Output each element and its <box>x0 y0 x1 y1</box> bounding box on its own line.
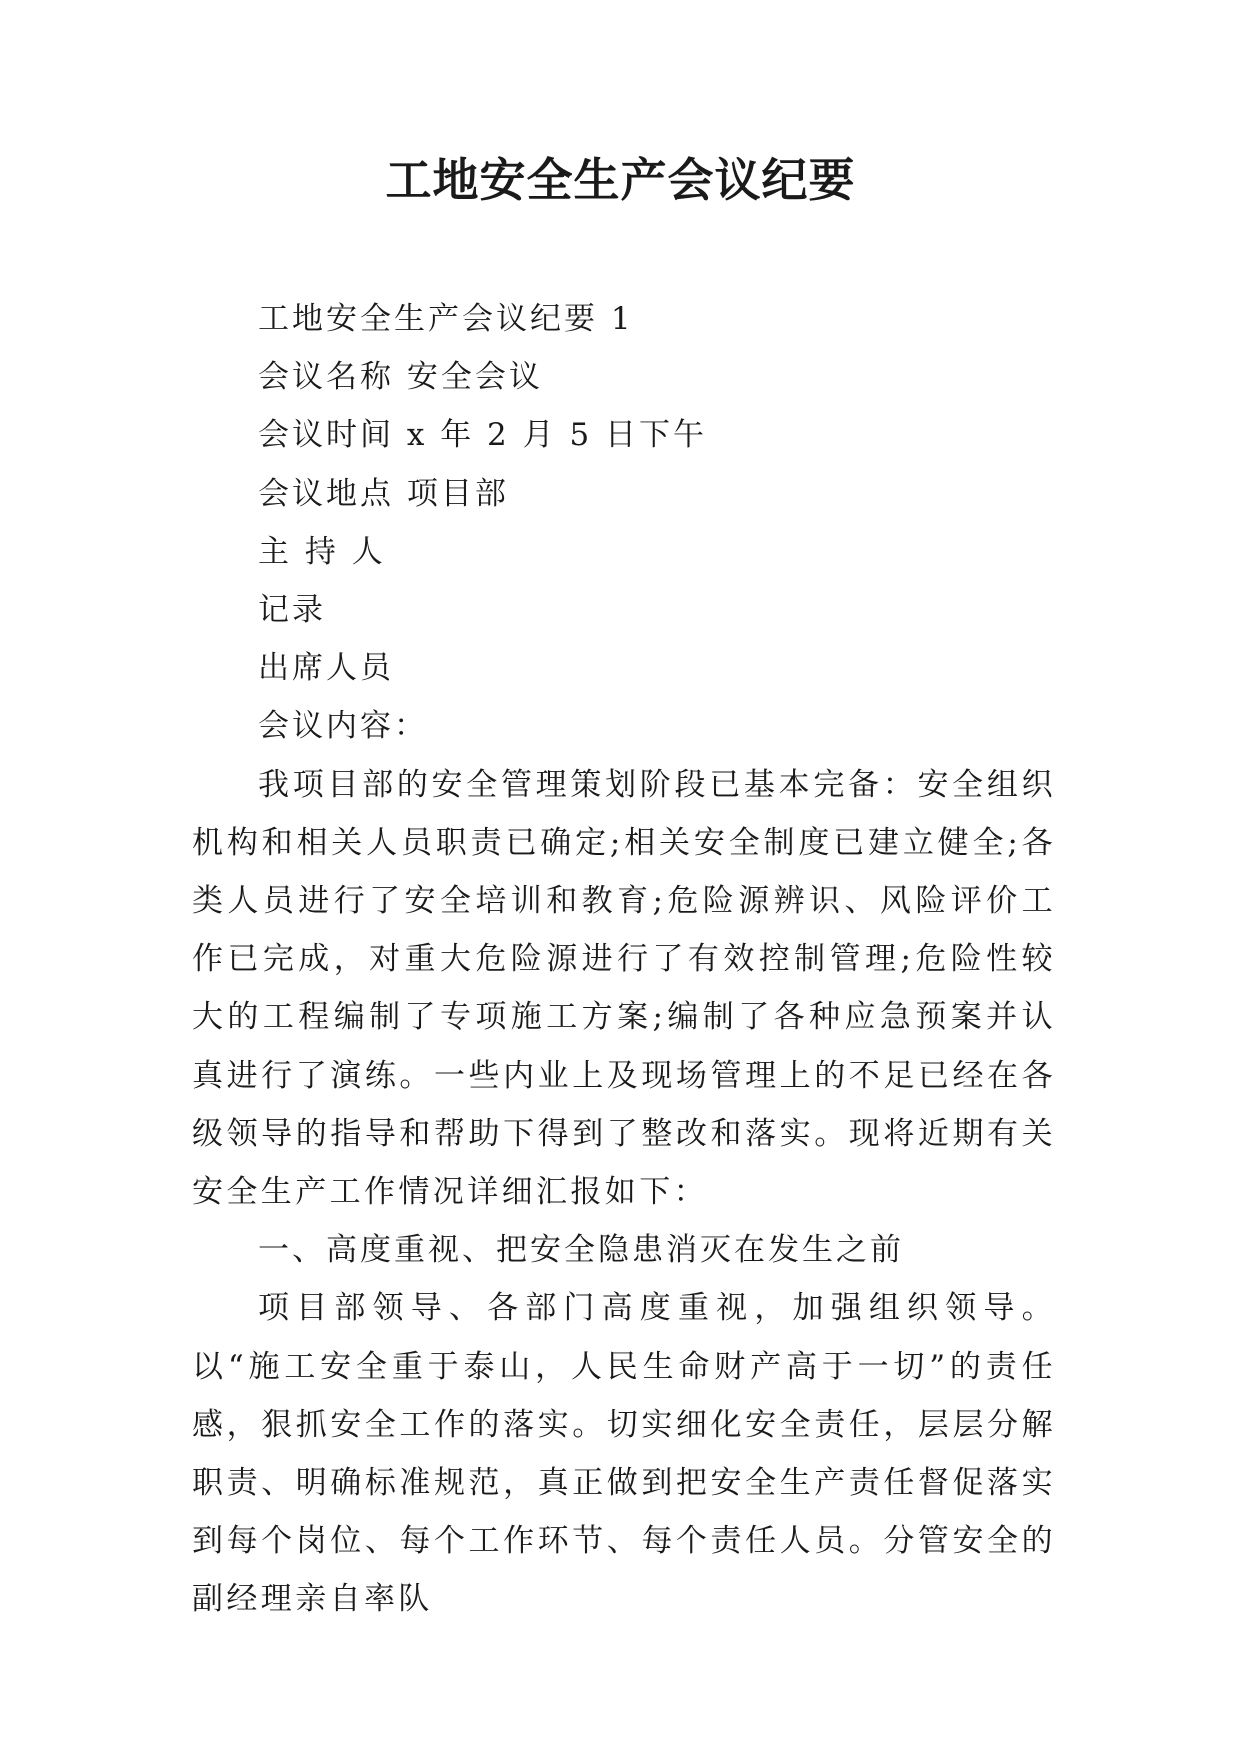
meeting-location: 会议地点 项目部 <box>258 475 509 512</box>
section-heading: 一、高度重视、把安全隐患消灭在发生之前 <box>258 1232 904 1269</box>
meeting-time: 会议时间 x 年 2 月 5 日下午 <box>258 417 708 454</box>
meeting-recorder: 记录 <box>258 592 326 629</box>
intro-paragraph: 我项目部的安全管理策划阶段已基本完备：安全组织机构和相关人员职责已确定;相关安全制度已建立健全;各类人员进行了安全培训和教育;危险源辨识、风险评价工作已完成，对重大危险源进行了有效控制管理;危险性较大的工程编制了专项施工方案;编制了各种应急预案并认真进行了演练。一些内业上及现场管理上的不足已经在各级领导的指导和帮助下得到了整改和落实。现将近期有关安全生产工作情况详细汇报如下： <box>192 766 1056 1211</box>
document-body <box>192 290 1056 1629</box>
meeting-attendees: 出席人员 <box>258 650 394 687</box>
document-title: 工地安全生产会议纪要 <box>385 153 856 207</box>
meeting-content-label: 会议内容： <box>258 708 428 745</box>
meeting-host: 主 持 人 <box>258 533 386 570</box>
meeting-name: 会议名称 安全会议 <box>258 359 543 396</box>
section-paragraph: 项目部领导、各部门高度重视，加强组织领导。以“施工安全重于泰山，人民生命财产高于一切”的责任感，狠抓安全工作的落实。切实细化安全责任，层层分解职责、明确标准规范，真正做到把安全生产责任督促落实到每个岗位、每个工作环节、每个责任人员。分管安全的副经理亲自率队 <box>192 1290 1056 1618</box>
document-subtitle: 工地安全生产会议纪要 1 <box>258 301 634 337</box>
